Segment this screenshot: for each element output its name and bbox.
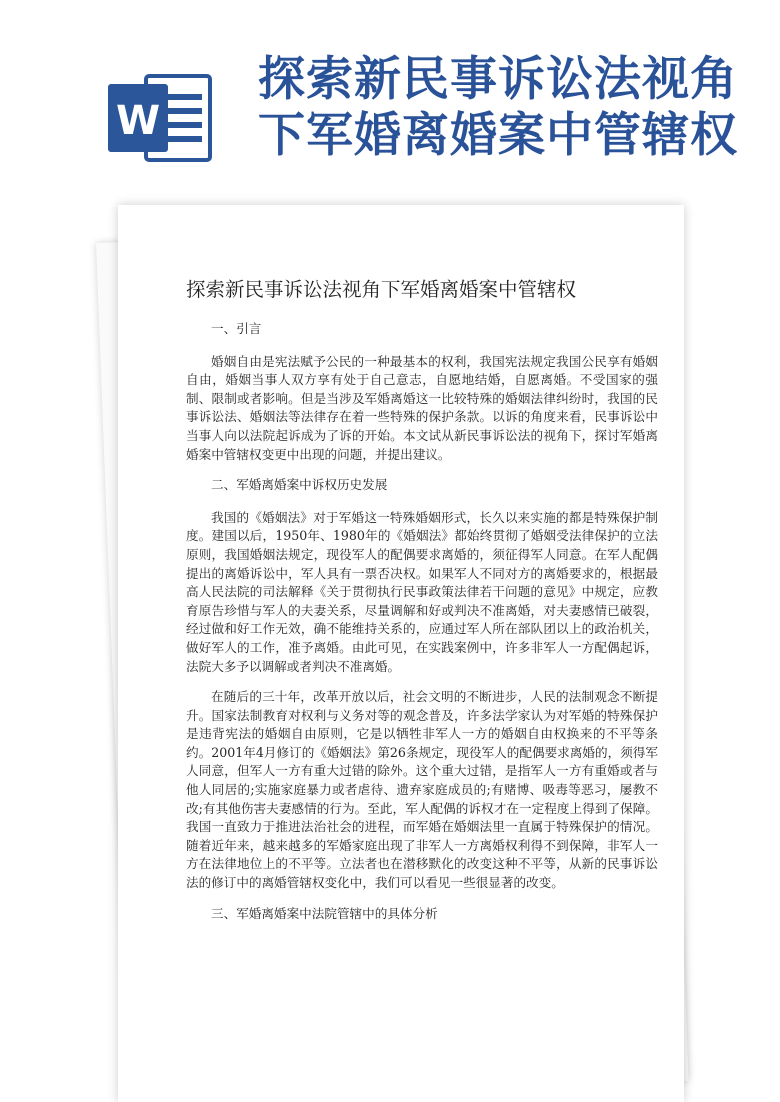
document-preview xyxy=(96,205,684,1102)
section-heading-analysis: 三、军婚离婚案中法院管辖中的具体分析 xyxy=(211,905,438,921)
logo-letter: W xyxy=(115,98,161,144)
banner-title-line2: 下军婚离婚案中管辖权 xyxy=(258,108,738,163)
document-body xyxy=(186,320,658,937)
document-page xyxy=(118,205,684,1102)
banner-title xyxy=(258,52,758,164)
paragraph: 婚姻自由是宪法赋予公民的一种最基本的权利，我国宪法规定我国公民享有婚姻自由，婚姻当事人双方享有处于自己意志，自愿地结婚，自愿离婚。不受国家的强制、限制或者影响。但是当涉及军婚离婚这一比较特殊的婚姻法律纠纷时，我国的民事诉讼法、婚姻法等法律存在着一些特殊的保护条款。以诉的角度来看，民事诉讼中当事人向以法院起诉成为了诉的开始。本文试从新民事诉讼法的视角下，探讨军婚离婚案中管辖权变更中出现的问题，并提出建议。 xyxy=(186,353,658,462)
banner-header xyxy=(0,0,780,190)
section-heading-intro: 一、引言 xyxy=(211,321,262,336)
document-title: 探索新民事诉讼法视角下军婚离婚案中管辖权 xyxy=(186,278,577,301)
paragraph: 我国的《婚姻法》对于军婚这一特殊婚姻形式，长久以来实施的都是特殊保护制度。建国以后，1950年、1980年的《婚姻法》都始终贯彻了婚姻受法律保护的立法原则，我国婚姻法规定，现役军人的配偶要求离婚的，须征得军人同意。在军人配偶提出的离婚诉讼中，军人具有一票否决权。如果军人不同对方的离婚要求的，根据最高人民法院的司法解释《关于贯彻执行民事政策法律若干问题的意见》中规定，应教育原告珍惜与军人的夫妻关系，尽量调解和好或判决不准离婚，对夫妻感情已破裂，经过做和好工作无效，确不能维持关系的，应通过军人所在部队团以上的政治机关，做好军人的工作，准予离婚。由此可见，在实践案例中，许多非军人一方配偶起诉，法院大多予以调解或者判决不准离婚。 xyxy=(186,509,658,674)
paragraph: 在随后的三十年，改革开放以后，社会文明的不断进步，人民的法制观念不断提升。国家法制教育对权利与义务对等的观念普及，许多法学家认为对军婚的特殊保护是违背宪法的婚姻自由原则，它是以牺牲非军人一方的婚姻自由权换来的不平等条约。2001年4月修订的《婚姻法》第26条规定，现役军人的配偶要求离婚的，须得军人同意，但军人一方有重大过错的除外。这个重大过错，是指军人一方有重婚或者与他人同居的;实施家庭暴力或者虐待、遗弃家庭成员的;有赌博、吸毒等恶习，屡教不改;有其他伤害夫妻感情的行为。至此，军人配偶的诉权才在一定程度上得到了保障。我国一直致力于推进法治社会的进程，而军婚在婚姻法里一直属于特殊保护的情况。随着近年来，越来越多的军婚家庭出现了非军人一方离婚权利得不到保障，非军人一方在法律地位上的不平等。立法者也在潜移默化的改变这种不平等，从新的民事诉讼法的修订中的离婚管辖权变化中，我们可以看见一些很显著的改变。 xyxy=(186,689,658,891)
word-document-icon xyxy=(108,72,212,164)
section-heading-history: 二、军婚离婚案中诉权历史发展 xyxy=(211,477,388,493)
banner-title-line1: 探索新民事诉讼法视角 xyxy=(258,52,738,107)
